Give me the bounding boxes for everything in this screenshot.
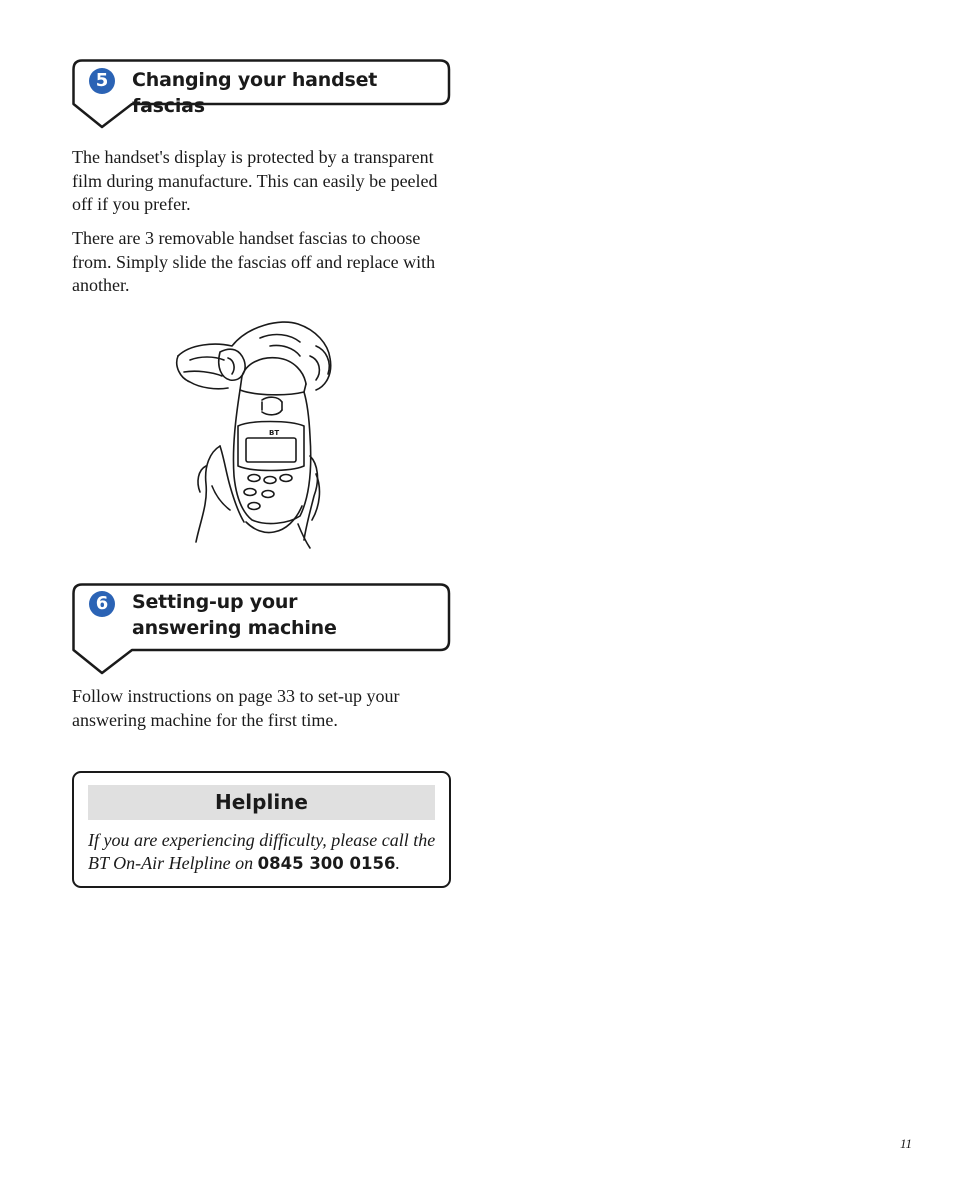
helpline-box	[72, 771, 451, 888]
helpline-phone-number: 0845 300 0156	[257, 854, 396, 873]
handset-brand-text: BT	[269, 429, 280, 437]
section-5-callout	[72, 59, 452, 129]
helpline-text	[88, 829, 439, 875]
helpline-message: If you are experiencing difficulty, please call the BT On-Air Helpline on	[88, 830, 436, 873]
section-6-callout	[72, 583, 452, 678]
page-number: 11	[900, 1136, 913, 1151]
helpline-heading: Helpline	[88, 785, 435, 820]
section-5-title: Changing your handset fascias	[132, 69, 378, 117]
helpline-trailing-punctuation: .	[395, 853, 400, 873]
section-5-paragraph-2: There are 3 removable handset fascias to choose from. Simply slide the fascias off and replace with another.	[72, 228, 436, 295]
section-6-number-badge: 6	[89, 591, 115, 617]
section-5-paragraph-1: The handset's display is protected by a transparent film during manufacture. This can easily be peeled off if you prefer.	[72, 147, 438, 214]
section-6-paragraph-1: Follow instructions on page 33 to set-up your answering machine for the first time.	[72, 686, 400, 730]
handset-fascia-illustration	[170, 316, 340, 550]
section-6-title: Setting-up your answering machine	[132, 591, 337, 639]
hands-handset-drawing	[170, 316, 340, 550]
section-5-number-badge: 5	[89, 68, 115, 94]
